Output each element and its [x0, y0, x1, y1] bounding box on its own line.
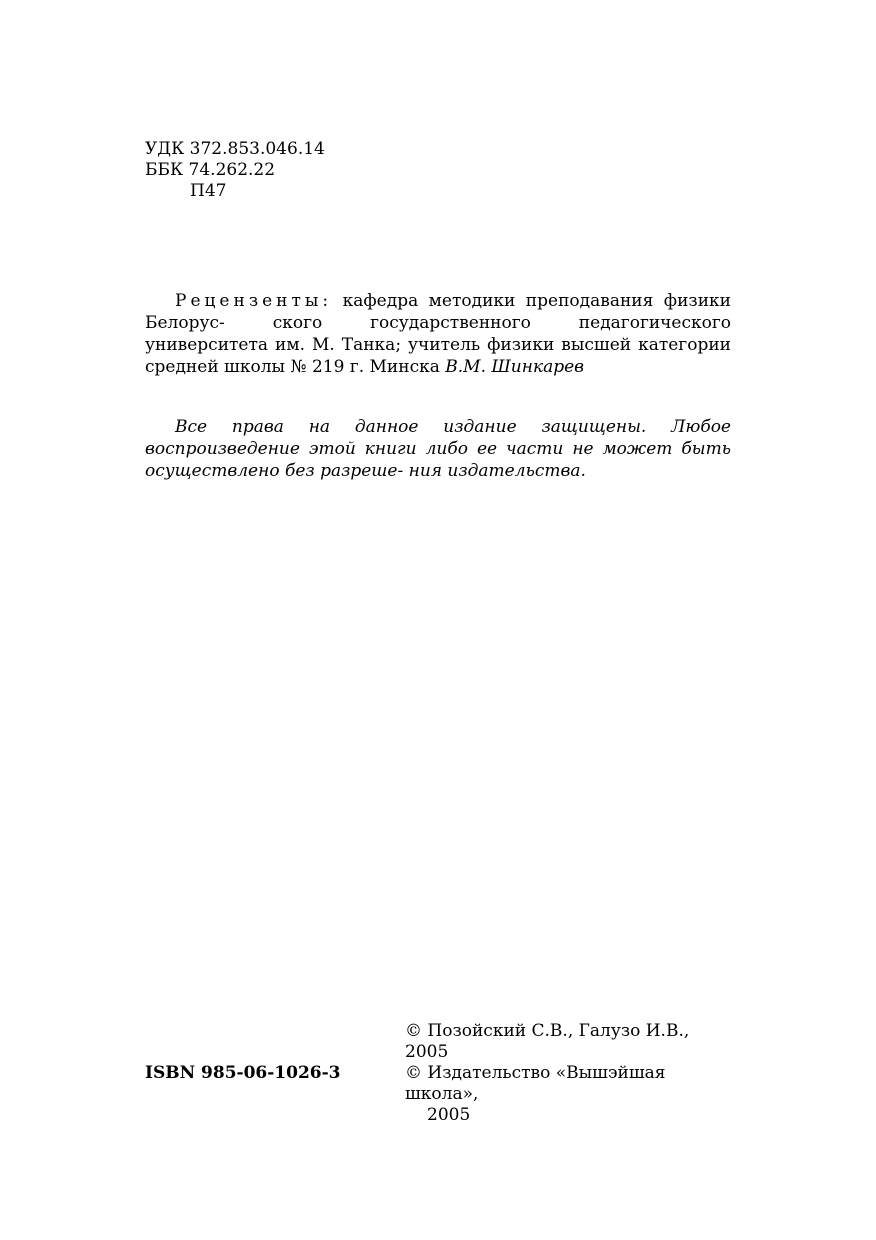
- rights-line2: этой книги либо ее части не может быть осуществлено без разреше-: [145, 439, 731, 481]
- rights-line3: ния издательства.: [408, 461, 586, 481]
- author-mark: П47: [190, 181, 227, 201]
- copyright-block: [405, 1021, 735, 1126]
- copyright-publisher-year: 2005: [427, 1105, 471, 1125]
- reviewers-label: Рецензенты:: [175, 291, 333, 311]
- udk-code: УДК 372.853.046.14: [145, 139, 325, 159]
- rights-notice: [145, 416, 731, 482]
- rights-line1: Все права на данное издание защищены. Любое воспроизведение: [145, 417, 731, 459]
- isbn-number: ISBN 985-06-1026-3: [145, 1063, 341, 1083]
- copyright-publisher: © Издательство «Вышэйшая школа»,: [405, 1063, 666, 1104]
- reviewers-text-line2: ского государственного педагогического университета им. М. Танка;: [145, 313, 731, 355]
- reviewers-text-line1: кафедра методики преподавания физики Белорус-: [145, 291, 731, 333]
- reviewers-text-line3: учитель физики высшей категории средней школы № 219 г. Минска: [145, 335, 731, 377]
- reviewer-name: В.М. Шинкарев: [445, 357, 585, 377]
- copyright-authors: © Позойский С.В., Галузо И.В., 2005: [405, 1021, 690, 1062]
- reviewers-paragraph: [145, 290, 731, 378]
- classification-codes: [145, 139, 325, 202]
- bbk-code: ББК 74.262.22: [145, 160, 276, 180]
